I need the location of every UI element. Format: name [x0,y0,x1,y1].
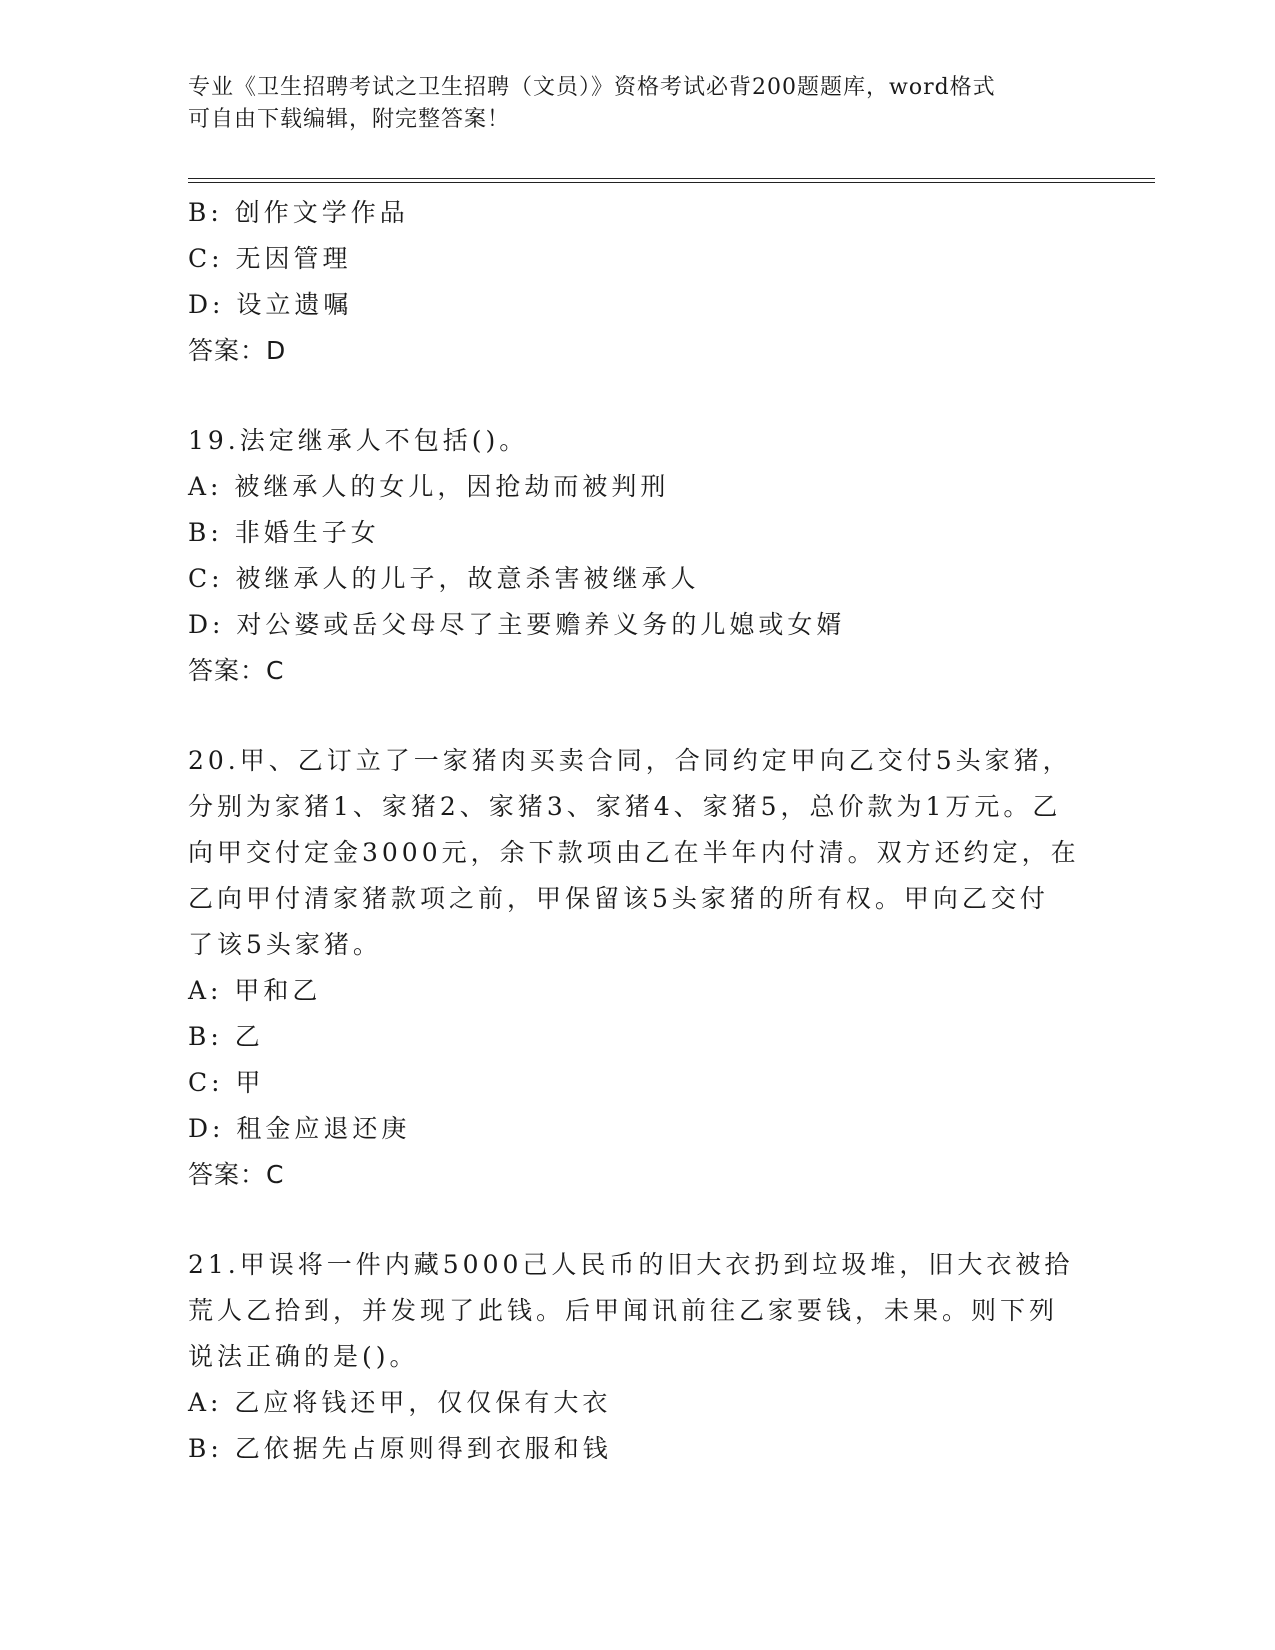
option-d: D: 租金应退还庚 [188,1114,411,1143]
question-list [188,190,1088,1472]
option-a: A: 甲和乙 [188,976,322,1005]
question-stem-line: 说法正确的是()。 [188,1342,419,1371]
option-c: C: 无因管理 [188,244,352,273]
option-b: B: 创作文学作品 [188,198,409,227]
answer-label: 答案：C [188,1160,285,1189]
question-20 [188,738,1088,1198]
question-stem-line: 荒人乙拾到，并发现了此钱。后甲闻讯前往乙家要钱，未果。则下列 [188,1296,1059,1325]
spacer [188,374,1088,418]
question-stem-line: 21.甲误将一件内藏5000己人民币的旧大衣扔到垃圾堆，旧大衣被拾 [188,1250,1074,1279]
document-header [188,72,1068,136]
header-divider [188,178,1155,183]
header-title-line-2: 可自由下载编辑，附完整答案！ [188,107,511,132]
question-stem: 19.法定继承人不包括()。 [188,426,529,455]
question-stem-line: 20.甲、乙订立了一家猪肉买卖合同，合同约定甲向乙交付5头家猪， [188,746,1072,775]
option-b: B: 乙 [188,1022,264,1051]
answer-label: 答案：D [188,336,287,365]
option-b: B: 乙依据先占原则得到衣服和钱 [188,1434,612,1463]
option-d: D: 设立遗嘱 [188,290,353,319]
option-d: D: 对公婆或岳父母尽了主要赡养义务的儿媳或女婿 [188,610,846,639]
question-stem-line: 分别为家猪1、家猪2、家猪3、家猪4、家猪5，总价款为1万元。乙 [188,792,1062,821]
option-a: A: 乙应将钱还甲，仅仅保有大衣 [188,1388,612,1417]
spacer [188,694,1088,738]
header-title-line-1: 专业《卫生招聘考试之卫生招聘（文员）》资格考试必背200题题库，word格式 [188,75,996,100]
question-19 [188,418,1088,694]
question-21 [188,1242,1088,1472]
answer-label: 答案：C [188,656,285,685]
option-a: A: 被继承人的女儿，因抢劫而被判刑 [188,472,670,501]
option-c: C: 甲 [188,1068,265,1097]
question-stem-line: 了该5头家猪。 [188,930,382,959]
question-stem-line: 乙向甲付清家猪款项之前，甲保留该5头家猪的所有权。甲向乙交付 [188,884,1049,913]
spacer [188,1198,1088,1242]
option-b: B: 非婚生子女 [188,518,380,547]
option-c: C: 被继承人的儿子，故意杀害被继承人 [188,564,700,593]
question-18-tail [188,190,1088,374]
question-stem-line: 向甲交付定金3000元，余下款项由乙在半年内付清。双方还约定，在 [188,838,1080,867]
